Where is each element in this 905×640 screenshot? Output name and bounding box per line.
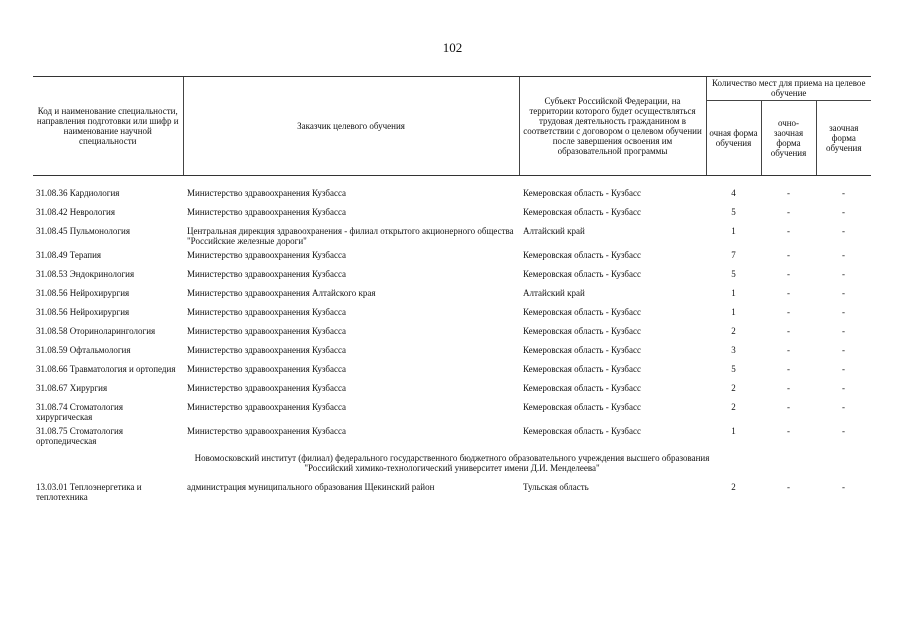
cell-code: 31.08.56 Нейрохирургия — [36, 307, 130, 317]
cell-code: 31.08.49 Терапия — [36, 250, 102, 260]
header-count: Количество мест для приема на целевое обучение — [706, 77, 871, 101]
cell-form-extramural: - — [842, 250, 845, 260]
cell-form-full: 1 — [731, 426, 736, 436]
cell-customer: Министерство здравоохранения Кузбасса — [187, 345, 347, 355]
table-row — [33, 286, 871, 305]
cell-form-full: 5 — [731, 269, 736, 279]
table-row — [33, 400, 871, 424]
table-row — [33, 186, 871, 205]
cell-form-full: 5 — [731, 207, 736, 217]
cell-form-extramural: - — [842, 207, 845, 217]
cell-form-mixed: - — [787, 402, 790, 412]
cell-form-mixed: - — [787, 250, 790, 260]
cell-form-extramural: - — [842, 188, 845, 198]
cell-customer: Министерство здравоохранения Алтайского края — [187, 288, 376, 298]
table-row — [33, 424, 871, 448]
cell-form-full: 4 — [731, 188, 736, 198]
cell-subject: Алтайский край — [523, 226, 585, 236]
table-row — [33, 267, 871, 286]
cell-code: 31.08.42 Неврология — [36, 207, 116, 217]
institution-name-line2: "Российский химико-технологический университет имени Д.И. Менделеева" — [304, 463, 600, 473]
cell-customer: администрация муниципального образования Щекинский район — [187, 482, 435, 492]
cell-form-mixed: - — [787, 345, 790, 355]
cell-subject: Кемеровская область - Кузбасс — [523, 188, 641, 198]
institution-section-header — [33, 448, 871, 480]
cell-form-mixed: - — [787, 288, 790, 298]
cell-customer: Министерство здравоохранения Кузбасса — [187, 188, 347, 198]
table-header — [33, 77, 871, 176]
table-row — [33, 305, 871, 324]
cell-customer: Министерство здравоохранения Кузбасса — [187, 207, 347, 217]
cell-subject: Кемеровская область - Кузбасс — [523, 426, 641, 436]
header-customer: Заказчик целевого обучения — [183, 77, 519, 176]
table-row — [33, 324, 871, 343]
cell-customer: Министерство здравоохранения Кузбасса — [187, 383, 347, 393]
cell-subject: Кемеровская область - Кузбасс — [523, 250, 641, 260]
cell-code: 31.08.53 Эндокринология — [36, 269, 135, 279]
cell-form-extramural: - — [842, 482, 845, 492]
cell-customer: Центральная дирекция здравоохранения - филиал открытого акционерного общества "Российские железные дороги" — [187, 226, 514, 246]
cell-code: 31.08.59 Офтальмология — [36, 345, 131, 355]
cell-form-extramural: - — [842, 307, 845, 317]
cell-code: 31.08.45 Пульмонология — [36, 226, 130, 236]
cell-code: 31.08.58 Оториноларингология — [36, 326, 156, 336]
cell-form-extramural: - — [842, 364, 845, 374]
cell-form-full: 2 — [731, 482, 736, 492]
header-code: Код и наименование специальности, направления подготовки или шифр и наименование научной специальности — [33, 77, 183, 176]
cell-form-mixed: - — [787, 269, 790, 279]
cell-customer: Министерство здравоохранения Кузбасса — [187, 269, 347, 279]
header-form-mixed: очно-заочная форма обучения — [761, 101, 816, 176]
cell-subject: Кемеровская область - Кузбасс — [523, 207, 641, 217]
cell-form-extramural: - — [842, 326, 845, 336]
cell-form-mixed: - — [787, 226, 790, 236]
cell-form-mixed: - — [787, 482, 790, 492]
cell-subject: Тульская область — [523, 482, 589, 492]
cell-form-full: 5 — [731, 364, 736, 374]
cell-code: 31.08.74 Стоматология хирургическая — [36, 402, 124, 422]
cell-code: 13.03.01 Теплоэнергетика и теплотехника — [36, 482, 142, 502]
table-row — [33, 224, 871, 248]
cell-subject: Кемеровская область - Кузбасс — [523, 326, 641, 336]
cell-customer: Министерство здравоохранения Кузбасса — [187, 426, 347, 436]
header-form-extramural: заочная форма обучения — [816, 101, 871, 176]
header-form-full: очная форма обучения — [706, 101, 761, 176]
cell-code: 31.08.56 Нейрохирургия — [36, 288, 130, 298]
cell-subject: Кемеровская область - Кузбасс — [523, 402, 641, 412]
cell-form-extramural: - — [842, 269, 845, 279]
cell-subject: Алтайский край — [523, 288, 585, 298]
cell-customer: Министерство здравоохранения Кузбасса — [187, 250, 347, 260]
table-row — [33, 343, 871, 362]
cell-form-extramural: - — [842, 288, 845, 298]
page-number: 102 — [442, 40, 463, 55]
cell-form-extramural: - — [842, 402, 845, 412]
table-body — [33, 176, 871, 505]
cell-subject: Кемеровская область - Кузбасс — [523, 307, 641, 317]
cell-form-full: 1 — [731, 226, 736, 236]
cell-subject: Кемеровская область - Кузбасс — [523, 345, 641, 355]
cell-form-full: 7 — [731, 250, 736, 260]
cell-form-mixed: - — [787, 426, 790, 436]
cell-form-extramural: - — [842, 426, 845, 436]
cell-form-mixed: - — [787, 307, 790, 317]
cell-subject: Кемеровская область - Кузбасс — [523, 269, 641, 279]
cell-code: 31.08.66 Травматология и ортопедия — [36, 364, 176, 374]
cell-subject: Кемеровская область - Кузбасс — [523, 383, 641, 393]
cell-form-mixed: - — [787, 326, 790, 336]
cell-form-mixed: - — [787, 364, 790, 374]
cell-form-extramural: - — [842, 345, 845, 355]
header-subject: Субъект Российской Федерации, на территории которого будет осуществляться трудовая деятельность гражданином в соответствии с договором о целевом обучении после завершения освоения им образовательной программы — [519, 77, 706, 176]
institution-name-line1: Новомосковский институт (филиал) федерального государственного бюджетного образовательного учреждения высшего образования — [194, 453, 710, 463]
cell-form-full: 3 — [731, 345, 736, 355]
cell-form-full: 2 — [731, 402, 736, 412]
cell-customer: Министерство здравоохранения Кузбасса — [187, 326, 347, 336]
admission-quota-table — [33, 76, 871, 504]
cell-code: 31.08.36 Кардиология — [36, 188, 120, 198]
cell-form-full: 1 — [731, 288, 736, 298]
table-row — [33, 480, 871, 504]
cell-form-full: 2 — [731, 383, 736, 393]
cell-form-full: 1 — [731, 307, 736, 317]
table-row — [33, 381, 871, 400]
table-row — [33, 205, 871, 224]
cell-customer: Министерство здравоохранения Кузбасса — [187, 307, 347, 317]
cell-form-mixed: - — [787, 207, 790, 217]
cell-form-mixed: - — [787, 188, 790, 198]
cell-form-full: 2 — [731, 326, 736, 336]
cell-customer: Министерство здравоохранения Кузбасса — [187, 364, 347, 374]
cell-code: 31.08.75 Стоматология ортопедическая — [36, 426, 124, 446]
cell-subject: Кемеровская область - Кузбасс — [523, 364, 641, 374]
cell-form-extramural: - — [842, 383, 845, 393]
institution-name — [33, 448, 871, 480]
table-row — [33, 362, 871, 381]
cell-form-extramural: - — [842, 226, 845, 236]
table-row — [33, 248, 871, 267]
cell-customer: Министерство здравоохранения Кузбасса — [187, 402, 347, 412]
cell-form-mixed: - — [787, 383, 790, 393]
cell-code: 31.08.67 Хирургия — [36, 383, 108, 393]
